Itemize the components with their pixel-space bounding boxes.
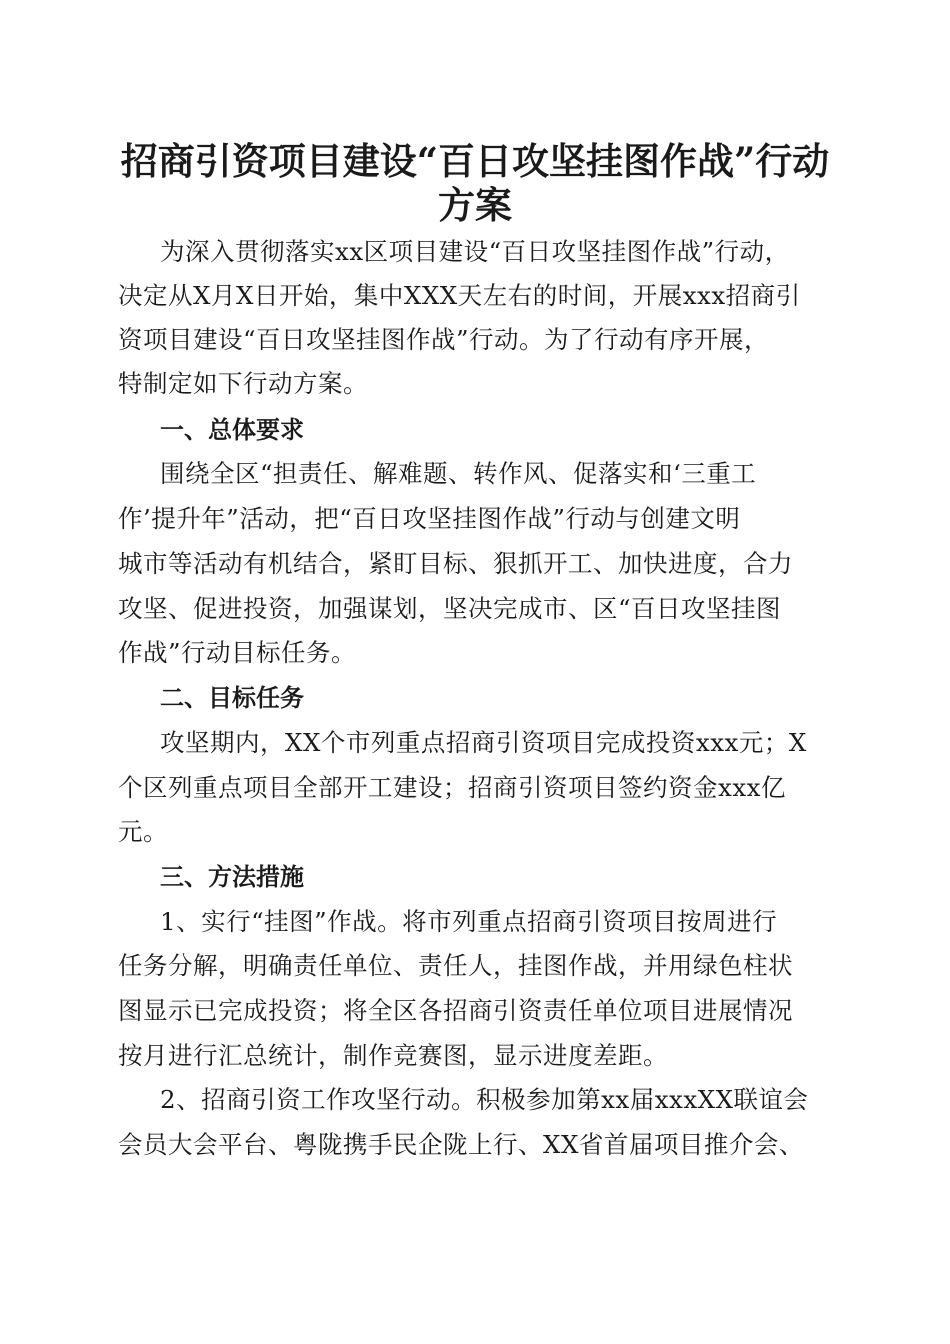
section-1-line-3: 城市等活动有机结合，紧盯目标、狠抓开工、加快进度，合力: [118, 549, 793, 578]
intro-line-1: 为深入贯彻落实xx区项目建设“百日攻坚挂图作战”行动，: [160, 237, 790, 266]
section-3-item-1-line-1: 1、实行“挂图”作战。将市列重点招商引资项目按周进行: [160, 907, 778, 936]
intro-line-4: 特制定如下行动方案。: [118, 369, 368, 398]
section-2-line-2: 个区列重点项目全部开工建设；招商引资项目签约资金xxx亿: [118, 773, 786, 802]
section-1-line-4: 攻坚、促进投资，加强谋划，坚决完成市、区“百日攻坚挂图: [118, 594, 782, 623]
section-2-line-1: 攻坚期内，XX个市列重点招商引资项目完成投资xxx元；X: [160, 728, 807, 757]
section-1-heading: 一、总体要求: [160, 416, 304, 444]
section-3-item-1-line-4: 按月进行汇总统计，制作竞赛图，显示进度差距。: [118, 1041, 668, 1070]
intro-line-2: 决定从X月X日开始，集中XXX天左右的时间，开展xxx招商引: [118, 281, 801, 310]
section-3-heading: 三、方法措施: [160, 863, 304, 891]
section-2-heading: 二、目标任务: [160, 684, 304, 712]
document-title-line-2: 方案: [438, 183, 512, 227]
document-title-line-1: 招商引资项目建设“百日攻坚挂图作战”行动: [120, 139, 830, 183]
section-3-item-2-line-1: 2、招商引资工作攻坚行动。积极参加第xx届xxxXX联谊会: [160, 1085, 809, 1114]
section-3-item-2-line-2: 会员大会平台、粤陇携手民企陇上行、XX省首届项目推介会、: [118, 1130, 804, 1159]
section-2-line-3: 元。: [118, 817, 168, 846]
section-3-item-1-line-2: 任务分解，明确责任单位、责任人，挂图作战，并用绿色柱状: [118, 951, 793, 980]
section-1-line-1: 围绕全区“担责任、解难题、转作风、促落实和‘三重工: [160, 459, 757, 488]
section-1-line-2: 作’提升年”活动，把“百日攻坚挂图作战”行动与创建文明: [118, 504, 741, 533]
section-1-line-5: 作战”行动目标任务。: [118, 638, 357, 667]
section-3-item-1-line-3: 图显示已完成投资；将全区各招商引资责任单位项目进展情况: [118, 996, 793, 1025]
intro-line-3: 资项目建设“百日攻坚挂图作战”行动。为了行动有序开展，: [118, 325, 770, 354]
